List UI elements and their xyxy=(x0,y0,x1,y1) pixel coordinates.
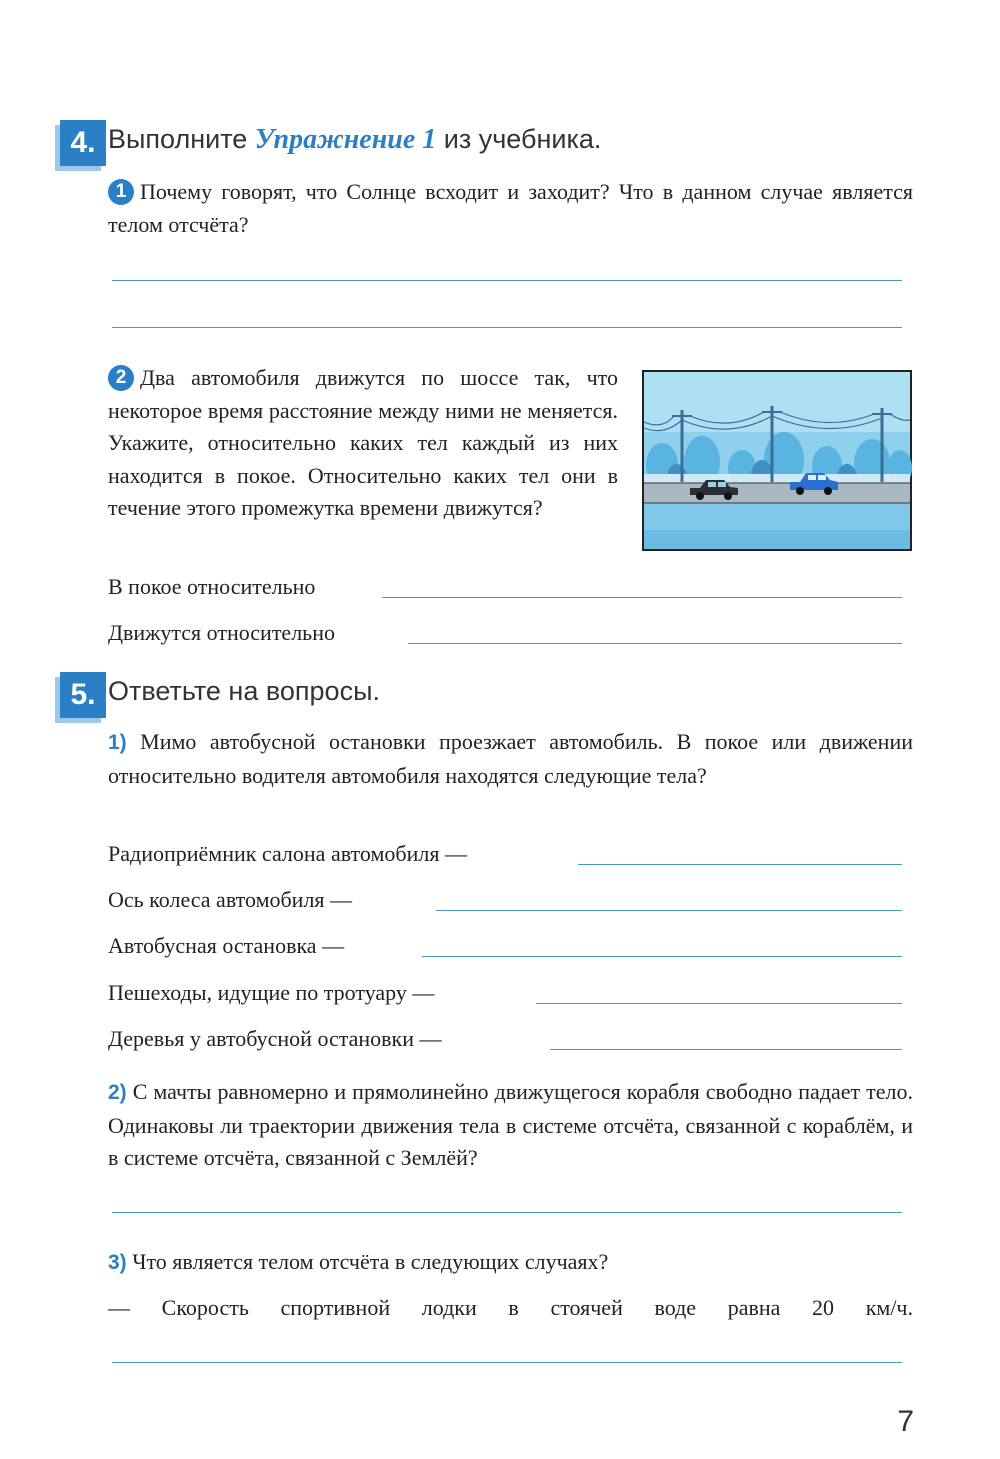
move-relative-label: Движутся относительно xyxy=(108,620,335,645)
answer-line[interactable] xyxy=(112,280,902,281)
task-4-heading xyxy=(108,124,601,156)
task-5-question-2-text: С мачты равномерно и прямолинейно движущегося корабля свободно падает тело. Одинаковы ли траектории движения тела в системе отсчёта, связанной с кораблём, и в системе отсчёта, связанной с Землёй? xyxy=(108,1079,914,1170)
answer-line[interactable] xyxy=(550,1049,902,1050)
task-5-question-1 xyxy=(108,726,913,792)
rest-relative-label: В покое относительно xyxy=(108,574,316,599)
task-4-question-2 xyxy=(108,362,618,525)
task-4-heading-post: из учебника. xyxy=(436,124,602,154)
task-4-question-2-text: Два автомобиля движутся по шоссе так, что некоторое время расстояние между ними не меняется. Укажите, относительно каких тел каждый из них находится в покое. Относительно каких тел они в течение этого промежутка времени движутся? xyxy=(108,365,618,520)
answer-line[interactable] xyxy=(422,956,902,957)
answer-line[interactable] xyxy=(382,597,902,598)
answer-item-label: Автобусная остановка — xyxy=(108,933,345,958)
task-4-heading-pre: Выполните xyxy=(108,124,255,154)
answer-item-label: Деревья у автобусной остановки — xyxy=(108,1026,442,1051)
question-number-1-icon: 1 xyxy=(108,179,134,205)
answer-item-label: Пешеходы, идущие по тротуару — xyxy=(108,980,435,1005)
answer-line[interactable] xyxy=(112,327,902,328)
answer-line[interactable] xyxy=(112,1212,902,1213)
task-5-question-3 xyxy=(108,1246,913,1280)
task-5-question-3-text: Что является телом отсчёта в следующих случаях? xyxy=(132,1249,609,1274)
task-5-question-3-item: — Скорость спортивной лодки в стоячей воде равна 20 км/ч. xyxy=(108,1295,913,1320)
task-4-question-1 xyxy=(108,176,913,241)
task-5-question-2 xyxy=(108,1076,913,1175)
answer-line[interactable] xyxy=(436,910,902,911)
answer-item-label: Радиоприёмник салона автомобиля — xyxy=(108,841,467,866)
highway-cars-illustration xyxy=(642,370,912,551)
question-number: 3) xyxy=(108,1251,127,1274)
task-5-badge: 5. xyxy=(60,672,106,718)
task-4-badge: 4. xyxy=(60,120,106,166)
question-number: 1) xyxy=(108,731,127,754)
page-number: 7 xyxy=(897,1405,914,1438)
answer-item-label: Ось колеса автомобиля — xyxy=(108,887,353,912)
answer-line[interactable] xyxy=(578,864,902,865)
question-number: 2) xyxy=(108,1081,127,1104)
question-number-2-icon: 2 xyxy=(108,365,134,391)
task-5-question-1-text: Мимо автобусной остановки проезжает автомобиль. В покое или движении относительно водителя автомобиля находятся следующие тела? xyxy=(108,729,914,788)
answer-line[interactable] xyxy=(112,1362,902,1363)
answer-line[interactable] xyxy=(536,1003,902,1004)
task-4-heading-exercise: Упражнение 1 xyxy=(254,124,437,155)
answer-line[interactable] xyxy=(408,643,902,644)
task-4-question-1-text: Почему говорят, что Солнце всходит и заходит? Что в данном случае является телом отсчёта? xyxy=(108,179,913,237)
task-5-heading: Ответьте на вопросы. xyxy=(108,676,380,706)
